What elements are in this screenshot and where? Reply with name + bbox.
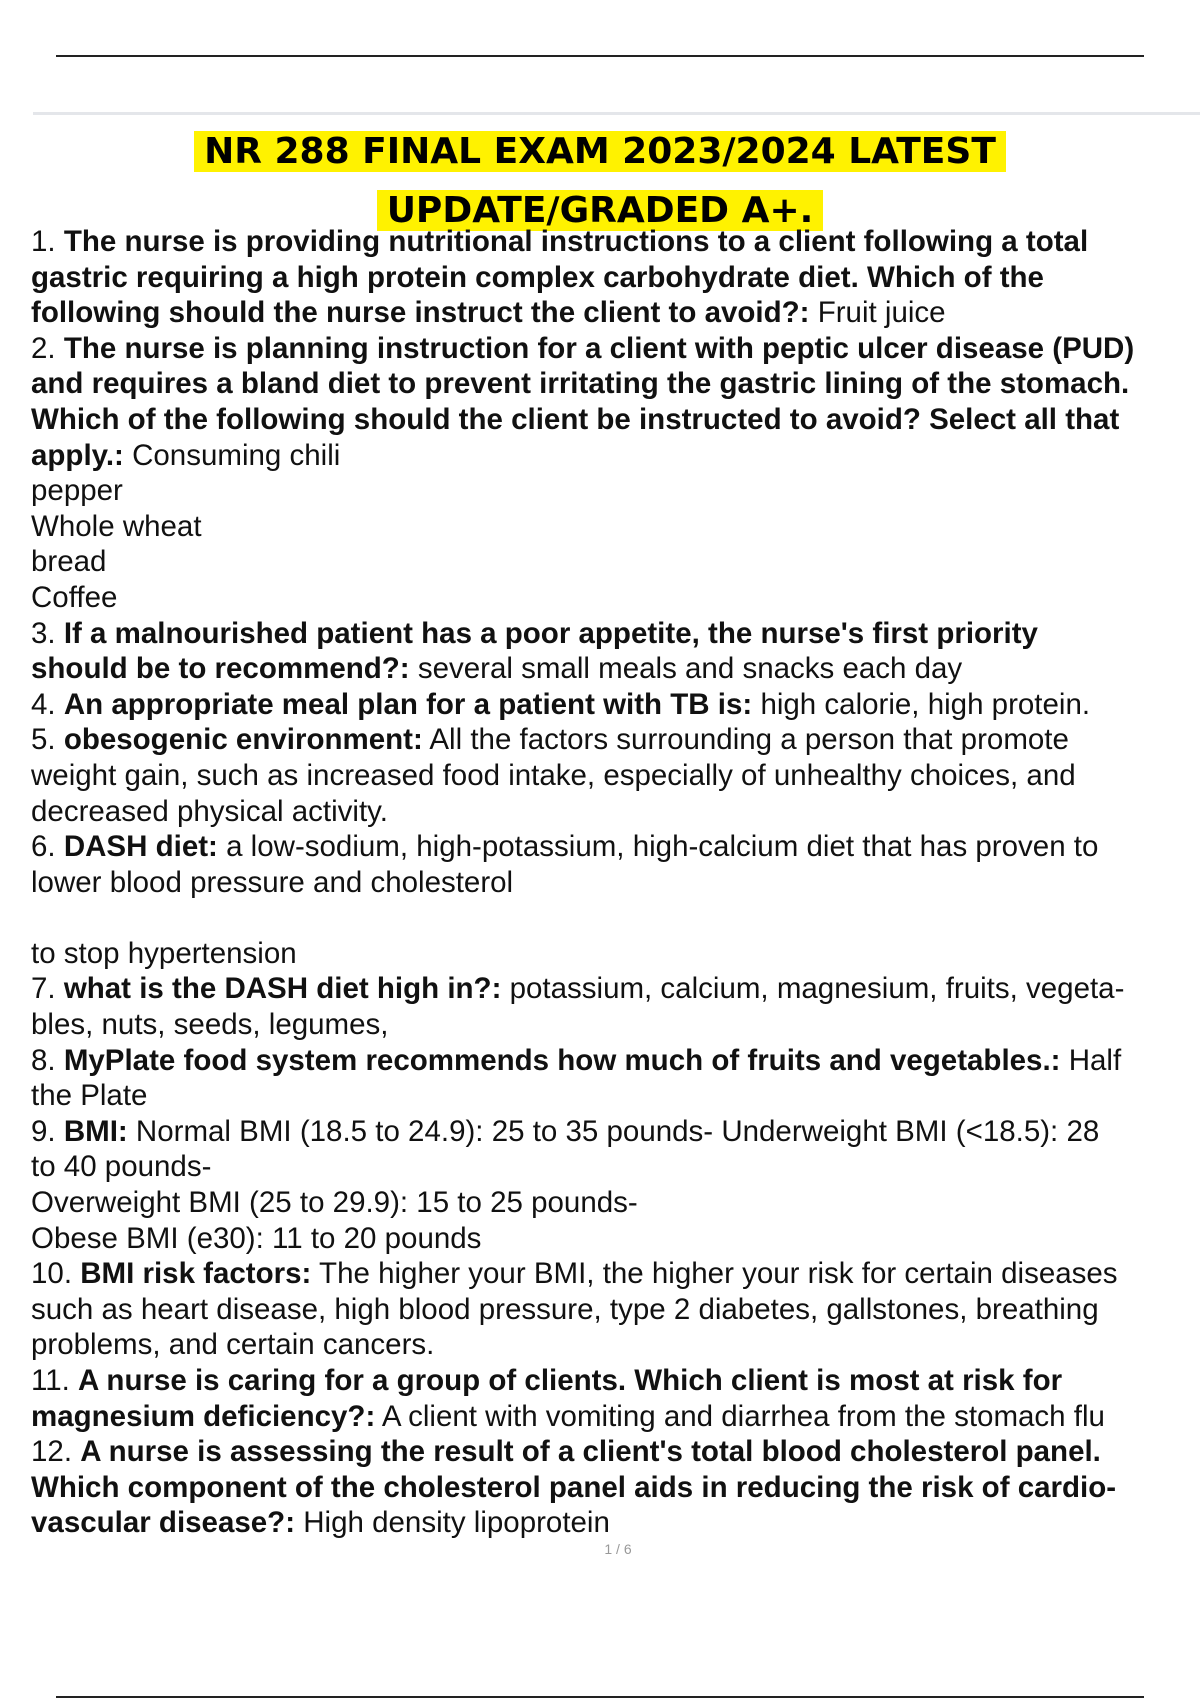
item-question: obesogenic environment: — [63, 723, 423, 757]
item-number: 10. — [31, 1257, 73, 1291]
item-line — [31, 1505, 1200, 1541]
item-number: 3. — [31, 616, 56, 650]
item-answer: A client with vomiting and diarrhea from the stomach flu — [381, 1399, 1105, 1433]
item-answer-line: lower blood pressure and cholesterol — [31, 865, 514, 899]
item-answer-line: to 40 pounds- — [31, 1150, 212, 1184]
item-number: 1. — [31, 225, 56, 258]
list-item — [31, 1043, 1200, 1079]
item-question: A nurse is caring for a group of clients. Which client is most at risk for — [78, 1364, 1063, 1397]
item-question: MyPlate food system recommends how much of fruits and vegetables.: — [63, 1043, 1061, 1077]
item-answer: Consuming chili — [132, 438, 341, 472]
blank-line — [31, 900, 1200, 936]
item-line — [31, 260, 1200, 296]
item-line — [31, 1399, 1200, 1435]
item-answer: The higher your BMI, the higher your risk for certain diseases — [319, 1257, 1118, 1291]
list-item — [31, 1363, 1200, 1399]
item-question: what is the DASH diet high in?: — [63, 972, 502, 1006]
item-question: magnesium deficiency?: — [31, 1399, 376, 1433]
item-answer-line: such as heart disease, high blood pressure, type 2 diabetes, gallstones, breathing — [31, 1292, 1099, 1326]
item-answer-line: bles, nuts, seeds, legumes, — [31, 1008, 389, 1042]
title-line-2: UPDATE/GRADED A+. — [377, 190, 824, 231]
item-answer-line: weight gain, such as increased food intake, especially of unhealthy choices, and — [31, 758, 1076, 792]
item-line — [31, 1470, 1200, 1506]
item-question: A nurse is assessing the result of a client's total blood cholesterol panel. — [80, 1435, 1101, 1469]
item-number: 5. — [31, 723, 56, 757]
item-answer-line: Overweight BMI (25 to 29.9): 15 to 25 pounds- — [31, 1186, 638, 1220]
item-question: DASH diet: — [63, 830, 218, 864]
list-item — [31, 331, 1200, 367]
item-question: apply.: — [31, 438, 124, 472]
item-answer-line: the Plate — [31, 1079, 148, 1113]
item-answer: potassium, calcium, magnesium, fruits, vegeta- — [509, 972, 1125, 1006]
list-item — [31, 1114, 1200, 1150]
item-answer-line: bread — [31, 545, 107, 579]
item-line — [31, 295, 1200, 331]
item-answer-line: decreased physical activity. — [31, 794, 388, 828]
item-question: following should the nurse instruct the client to avoid?: — [31, 296, 810, 330]
item-line — [31, 651, 1200, 687]
header-rule — [33, 112, 1200, 115]
bottom-rule — [56, 1696, 1144, 1698]
item-question: An appropriate meal plan for a patient with TB is: — [63, 687, 753, 721]
item-question: BMI: — [63, 1114, 128, 1148]
item-answer: Half — [1068, 1043, 1122, 1077]
list-item — [31, 616, 1200, 652]
list-item — [31, 687, 1200, 723]
item-question: If a malnourished patient has a poor appetite, the nurse's first priority — [63, 616, 1038, 650]
item-answer-line: to stop hypertension — [31, 936, 297, 970]
item-question: The nurse is planning instruction for a client with peptic ulcer disease (PUD) — [63, 331, 1135, 365]
item-answer: All the factors surrounding a person that promote — [429, 723, 1069, 757]
item-answer-line: Coffee — [31, 580, 118, 614]
item-number: 9. — [31, 1114, 56, 1148]
item-question: vascular disease?: — [31, 1506, 296, 1540]
item-number: 8. — [31, 1043, 56, 1077]
item-line — [31, 402, 1200, 438]
item-number: 2. — [31, 331, 56, 365]
item-answer-line: pepper — [31, 474, 123, 508]
title-line-1: NR 288 FINAL EXAM 2023/2024 LATEST — [194, 131, 1006, 172]
top-rule — [56, 55, 1144, 57]
item-answer: Normal BMI (18.5 to 24.9): 25 to 35 pounds- Underweight BMI (<18.5): 28 — [135, 1114, 1100, 1148]
list-item — [31, 722, 1200, 758]
list-item — [31, 1434, 1200, 1470]
item-answer: Fruit juice — [817, 296, 946, 330]
item-question: Which of the following should the client be instructed to avoid? Select all that — [31, 402, 1120, 436]
item-answer: a low-sodium, high-potassium, high-calcium diet that has proven to — [226, 830, 1099, 864]
item-answer: High density lipoprotein — [303, 1506, 610, 1540]
item-answer-line: Obese BMI (e30): 11 to 20 pounds — [31, 1221, 482, 1255]
item-question: Which component of the cholesterol panel aids in reducing the risk of cardio- — [31, 1470, 1117, 1504]
item-number: 12. — [31, 1435, 73, 1469]
item-question: The nurse is providing nutritional instructions to a client following a total — [63, 225, 1089, 258]
item-answer: high calorie, high protein. — [760, 687, 1091, 721]
item-number: 7. — [31, 972, 56, 1006]
page-number: 1 / 6 — [604, 1541, 632, 1557]
item-number: 6. — [31, 830, 56, 864]
item-answer-line: Whole wheat — [31, 509, 202, 543]
item-question: BMI risk factors: — [80, 1257, 312, 1291]
list-item — [31, 971, 1200, 1007]
document-title — [0, 122, 1200, 240]
item-number: 11. — [31, 1364, 70, 1397]
item-number: 4. — [31, 687, 56, 721]
item-answer: several small meals and snacks each day — [417, 652, 963, 686]
list-item — [31, 224, 1200, 260]
list-item — [31, 1256, 1200, 1292]
item-question: should be to recommend?: — [31, 652, 410, 686]
item-line — [31, 438, 1200, 474]
item-answer-line: problems, and certain cancers. — [31, 1328, 435, 1362]
item-line — [31, 366, 1200, 402]
list-item — [31, 829, 1200, 865]
item-question: and requires a bland diet to prevent irritating the gastric lining of the stomach. — [31, 367, 1130, 401]
item-question: gastric requiring a high protein complex carbohydrate diet. Which of the — [31, 260, 1044, 294]
document-body — [31, 224, 1200, 1541]
